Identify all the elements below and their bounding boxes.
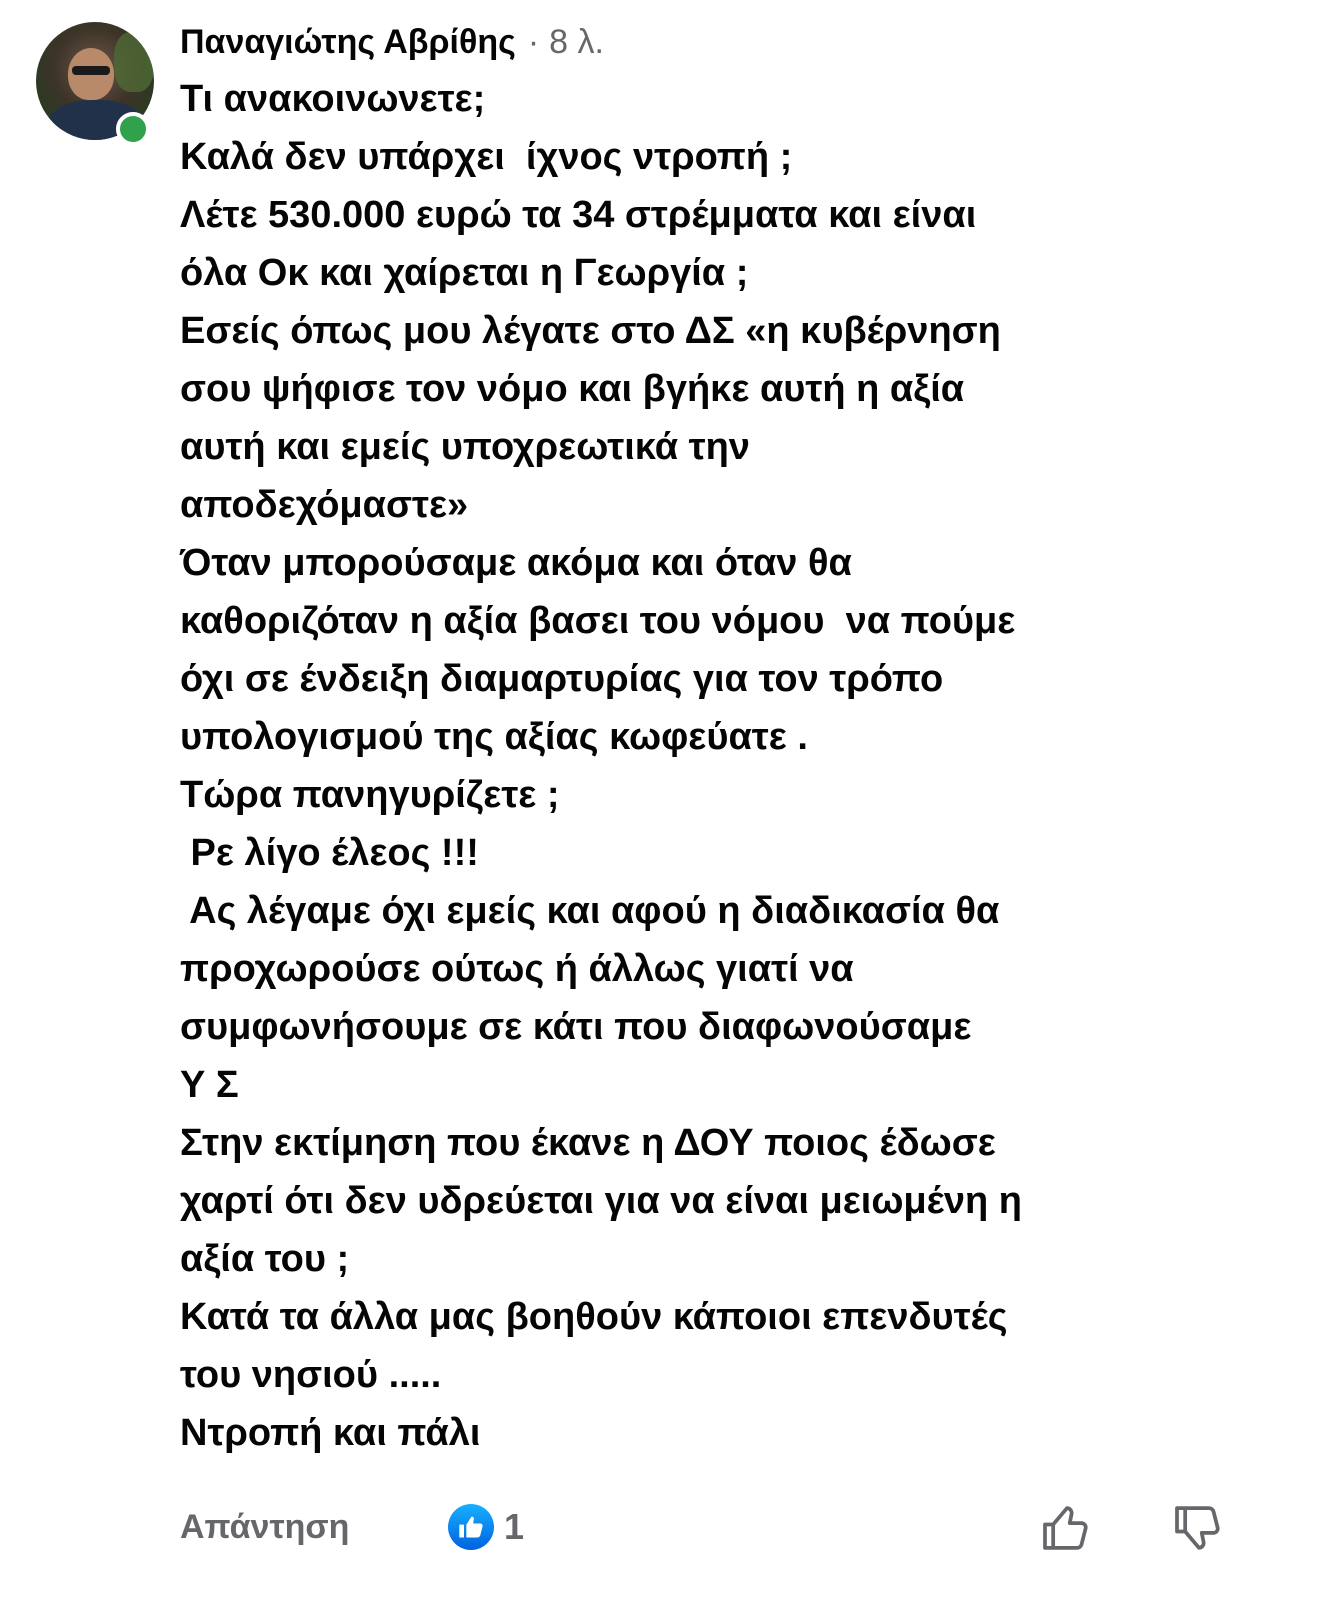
comment-text-line: Κατά τα άλλα μας βοηθούν κάποιοι επενδυτές bbox=[180, 1296, 1008, 1338]
avatar-background bbox=[114, 32, 154, 92]
comment-text-line: προχωρούσε ούτως ή άλλως γιατί να bbox=[180, 948, 854, 990]
like-count[interactable]: 1 bbox=[504, 1506, 525, 1547]
comment-text-line: Τι ανακοινωνετε; bbox=[180, 78, 486, 120]
avatar-sunglasses bbox=[72, 66, 110, 75]
thumbs-down-button[interactable] bbox=[1170, 1500, 1226, 1556]
comment-text-line: Όταν μπορούσαμε ακόμα και όταν θα bbox=[180, 542, 852, 584]
comment-body bbox=[180, 70, 1290, 1462]
comment-text-line: Εσείς όπως μου λέγατε στο ΔΣ «η κυβέρνηση bbox=[180, 310, 1001, 352]
comment-text-line: καθοριζόταν η αξία βασει του νόμου να πούμε bbox=[180, 600, 1016, 642]
comment-timestamp[interactable]: 8 λ. bbox=[549, 22, 604, 61]
author-name[interactable]: Παναγιώτης Αβρίθης bbox=[180, 22, 516, 61]
comment-header bbox=[180, 20, 604, 64]
comment-text-line: αξία του ; bbox=[180, 1238, 350, 1280]
comment-text-line: όχι σε ένδειξη διαμαρτυρίας για τον τρόπο bbox=[180, 658, 944, 700]
online-status-indicator bbox=[116, 112, 150, 146]
comment-text-line: Ρε λίγο έλεος !!! bbox=[180, 832, 479, 874]
comment-text-line: χαρτί ότι δεν υδρεύεται για να είναι μειωμένη η bbox=[180, 1180, 1022, 1222]
comment-text-line: του νησιού ..... bbox=[180, 1354, 442, 1396]
thumbs-up-icon bbox=[1038, 1500, 1094, 1556]
like-reaction-icon[interactable] bbox=[448, 1504, 494, 1550]
thumbs-down-icon bbox=[1170, 1500, 1226, 1556]
meta-separator: · bbox=[527, 22, 540, 61]
comment-text-line: σου ψήφισε τον νόμο και βγήκε αυτή η αξία bbox=[180, 368, 965, 410]
comment-text-line: όλα Οκ και χαίρεται η Γεωργία ; bbox=[180, 252, 749, 294]
comment-text-line: υπολογισμού της αξίας κωφεύατε . bbox=[180, 716, 808, 758]
comment-actions bbox=[180, 1500, 1230, 1560]
thumbs-up-button[interactable] bbox=[1038, 1500, 1094, 1556]
reply-button[interactable]: Απάντηση bbox=[180, 1508, 350, 1546]
like-icon bbox=[457, 1513, 485, 1541]
comment-text-line: Καλά δεν υπάρχει ίχνος ντροπή ; bbox=[180, 136, 793, 178]
comment-text-line: Λέτε 530.000 ευρώ τα 34 στρέμματα και είναι bbox=[180, 194, 977, 236]
comment-text-line: αποδεχόμαστε» bbox=[180, 484, 469, 526]
comment-text-line: Στην εκτίμηση που έκανε η ΔΟΥ ποιος έδωσε bbox=[180, 1122, 996, 1164]
comment-text-line: Ντροπή και πάλι bbox=[180, 1412, 481, 1454]
comment-text-line: συμφωνήσουμε σε κάτι που διαφωνούσαμε bbox=[180, 1006, 972, 1048]
comment-text-line: Υ Σ bbox=[180, 1064, 239, 1106]
comment-text-line: Τώρα πανηγυρίζετε ; bbox=[180, 774, 560, 816]
comment-text-line: Ας λέγαμε όχι εμείς και αφού η διαδικασία θα bbox=[180, 890, 1000, 932]
comment-text-line: αυτή και εμείς υποχρεωτικά την bbox=[180, 426, 750, 468]
